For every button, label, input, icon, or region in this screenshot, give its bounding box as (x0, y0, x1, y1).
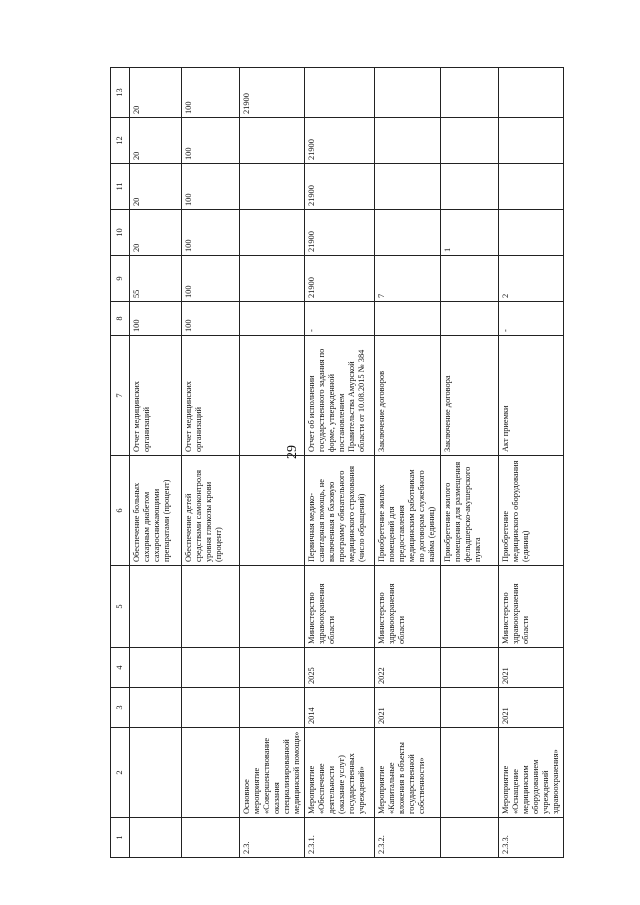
table-cell (441, 68, 499, 118)
table-cell: 2021 (499, 648, 564, 688)
table-cell: Обеспечение детей средствами самоконтроля уровня глюкозы крови (процент) (182, 456, 240, 566)
table-cell: Министерство здравоохранения области (499, 566, 564, 648)
table-cell: Приобретение жилых помещений для предоставления медицинским работникам по договорам служебного найма (единиц) (375, 456, 441, 566)
table-cell (240, 302, 305, 336)
table-cell: 21900 (305, 118, 375, 164)
table-cell (182, 818, 240, 858)
table-cell (441, 728, 499, 818)
table-cell (375, 68, 441, 118)
table-cell (441, 302, 499, 336)
table-cell (240, 336, 305, 456)
table-cell (240, 648, 305, 688)
rotated-table-wrapper (110, 68, 560, 858)
table-cell (240, 456, 305, 566)
table-cell: Мероприятие «Обеспечение деятельности (оказание услуг) государственных учреждений» (305, 728, 375, 818)
table-cell (130, 648, 182, 688)
col-header: 1 (111, 818, 130, 858)
table-cell (441, 688, 499, 728)
table-cell: 1 (441, 210, 499, 256)
col-header: 6 (111, 456, 130, 566)
table-cell: Акт приемки (499, 336, 564, 456)
col-header: 9 (111, 256, 130, 302)
col-header: 5 (111, 566, 130, 648)
table-cell: 2.3.2. (375, 818, 441, 858)
table-cell: 2.3.3. (499, 818, 564, 858)
table-cell: 100 (182, 302, 240, 336)
table-cell: 100 (182, 164, 240, 210)
table-cell: 100 (182, 68, 240, 118)
table-cell: 21900 (305, 210, 375, 256)
table-cell (182, 648, 240, 688)
table-cell: - (499, 302, 564, 336)
table-cell: Отчет медицинских организаций (130, 336, 182, 456)
table-cell (240, 164, 305, 210)
table-cell: 100 (182, 210, 240, 256)
table-cell (441, 566, 499, 648)
col-header: 4 (111, 648, 130, 688)
table-row (240, 68, 305, 858)
table-cell (130, 728, 182, 818)
col-header: 10 (111, 210, 130, 256)
col-header: 2 (111, 728, 130, 818)
table-cell (499, 118, 564, 164)
col-header: 8 (111, 302, 130, 336)
table-cell: 2021 (499, 688, 564, 728)
table-cell (240, 118, 305, 164)
table-cell: Заключение договора (441, 336, 499, 456)
table-cell (130, 688, 182, 728)
table-cell: Министерство здравоохранения области (375, 566, 441, 648)
table-cell: 20 (130, 118, 182, 164)
table-cell: 2.3. (240, 818, 305, 858)
table-cell (240, 256, 305, 302)
col-header: 3 (111, 688, 130, 728)
table-cell: Обеспечение больных сахарным диабетом сахароснижающими препаратами (процент) (130, 456, 182, 566)
table-cell (499, 210, 564, 256)
header-row (111, 68, 130, 858)
table-cell: 21900 (305, 256, 375, 302)
table-cell (182, 728, 240, 818)
table-cell (240, 210, 305, 256)
table-row (499, 68, 564, 858)
table-cell: 55 (130, 256, 182, 302)
table-cell (441, 256, 499, 302)
table-cell (375, 210, 441, 256)
table-cell: 2.3.1. (305, 818, 375, 858)
table-cell: 2022 (375, 648, 441, 688)
col-header: 12 (111, 118, 130, 164)
table-cell: Отчет об исполнении государственного задания по форме, утвержденной постановлением Правительства Амурской области от 10.08.2015 № 384 (305, 336, 375, 456)
table-cell (499, 164, 564, 210)
table-cell (375, 302, 441, 336)
table-cell: 21900 (305, 164, 375, 210)
table-cell: Основное мероприятие «Совершенствование оказания специализированной медицинской помощи» (240, 728, 305, 818)
program-measures-table (110, 67, 564, 858)
page-number: 29 (285, 445, 300, 459)
col-header: 13 (111, 68, 130, 118)
table-cell (441, 648, 499, 688)
table-cell: 100 (182, 256, 240, 302)
table-cell: Отчет медицинских организаций (182, 336, 240, 456)
table-cell (240, 566, 305, 648)
table-cell (182, 566, 240, 648)
table-row (375, 68, 441, 858)
table-cell: 20 (130, 164, 182, 210)
table-cell: Заключение договоров (375, 336, 441, 456)
table-cell: Мероприятие «Капитальные вложения в объекты государственной собственности» (375, 728, 441, 818)
table-cell: 100 (182, 118, 240, 164)
col-header: 11 (111, 164, 130, 210)
table-row (305, 68, 375, 858)
table-cell: 2 (499, 256, 564, 302)
table-cell: Мероприятие «Оснащение медицинским оборудованием учреждений здравоохранения» (499, 728, 564, 818)
table-cell (130, 566, 182, 648)
table-cell: 2025 (305, 648, 375, 688)
table-cell: 2014 (305, 688, 375, 728)
table-cell: 20 (130, 68, 182, 118)
table-cell (305, 68, 375, 118)
table-cell (240, 688, 305, 728)
table-cell: Приобретение медицинского оборудования (единиц) (499, 456, 564, 566)
table-cell: - (305, 302, 375, 336)
table-cell (441, 118, 499, 164)
table-cell (499, 68, 564, 118)
table-cell (182, 688, 240, 728)
table-cell: Министерство здравоохранения области (305, 566, 375, 648)
table-row (182, 68, 240, 858)
table-cell: 2021 (375, 688, 441, 728)
table-cell (441, 164, 499, 210)
table-row (441, 68, 499, 858)
table-row (130, 68, 182, 858)
table-cell: Приобретение жилого помещения для размещения фельдшерско-акушерского пункта (441, 456, 499, 566)
table-cell (441, 818, 499, 858)
table-cell (375, 118, 441, 164)
table-cell: 7 (375, 256, 441, 302)
table-cell: 100 (130, 302, 182, 336)
table-cell (375, 164, 441, 210)
table-cell: 20 (130, 210, 182, 256)
table-cell (130, 818, 182, 858)
col-header: 7 (111, 336, 130, 456)
table-cell: 21900 (240, 68, 305, 118)
table-cell: Первичная медико-санитарная помощь, не включенная в базовую программу обязательного медицинского страхования (число обращений) (305, 456, 375, 566)
